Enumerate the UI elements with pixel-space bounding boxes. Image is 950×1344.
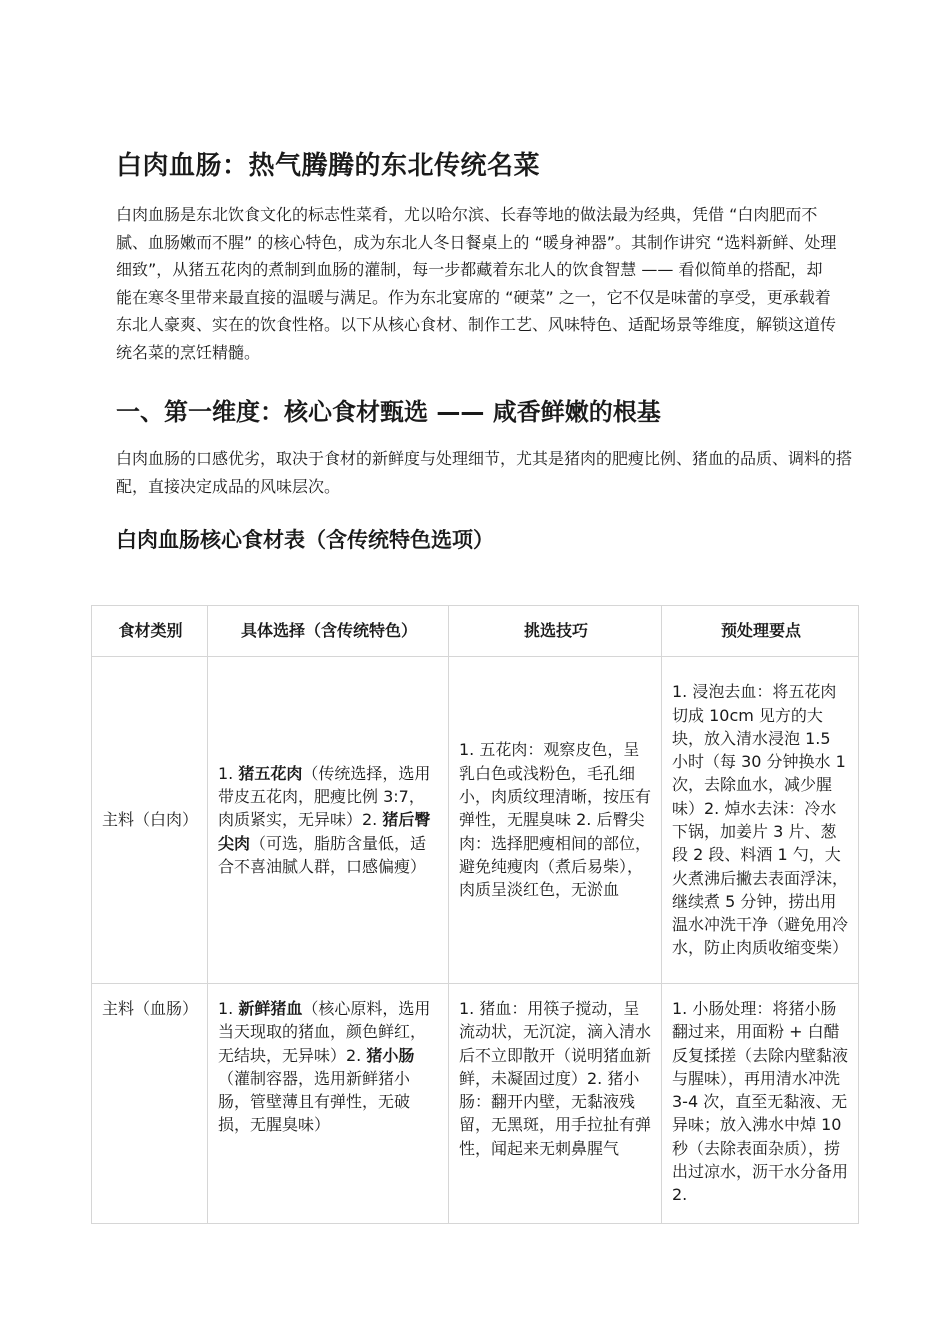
section-heading: 一、第一维度：核心食材甄选 —— 咸香鲜嫩的根基 xyxy=(116,398,661,426)
choice-highlight: 猪小肠 xyxy=(366,1045,415,1065)
choice-text: （核心原料，选用当天现取的猪血，颜色鲜红，无结块，无异味）2. xyxy=(218,999,431,1065)
choice-highlight: 猪五花肉 xyxy=(238,763,303,783)
choice-highlight: 猪后臀尖肉 xyxy=(218,810,431,853)
cell-category: 主料（血肠） xyxy=(92,984,208,1224)
cell-tips: 1. 五花肉：观察皮色，呈乳白色或浅粉色，毛孔细小，肉质纹理清晰，按压有弹性，无腥臭味 2. 后臀尖肉：选择肥瘦相间的部位，避免纯瘦肉（煮后易柴），肉质呈淡红色，无淤血 xyxy=(449,657,662,984)
choice-text: （可选，脂肪含量低，适合不喜油腻人群，口感偏瘦） xyxy=(218,833,427,876)
table-title: 白肉血肠核心食材表（含传统特色选项） xyxy=(116,528,494,552)
header-tips: 挑选技巧 xyxy=(449,606,662,657)
choice-text: 1. xyxy=(218,763,239,783)
cell-prep: 1. 小肠处理：将猪小肠翻过来，用面粉 + 白醋反复揉搓（去除内壁黏液与腥味），再用清水冲洗 3-4 次，直至无黏液、无异味；放入沸水中焯 10 秒（去除表面杂质），捞出过凉水，沥干水分备用 2. xyxy=(662,984,859,1224)
choice-text: 1. xyxy=(218,999,239,1018)
choice-text: （传统选择，选用带皮五花肉，肥瘦比例 3:7，肉质紧实，无异味）2. xyxy=(218,763,431,830)
cell-prep: 1. 浸泡去血：将五花肉切成 10cm 见方的大块，放入清水浸泡 1.5 小时（每 30 分钟换水 1 次，去除血水，减少腥味）2. 焯水去沫：冷水下锅，加姜片 3 片、葱段 2 段、料酒 1 勺，大火煮沸后撇去表面浮沫，继续煮 5 分钟，捞出用温水冲洗干净（避免用冷水，防止肉质收缩变柴） xyxy=(662,657,859,984)
cell-choice xyxy=(208,657,449,984)
page-title: 白肉血肠：热气腾腾的东北传统名菜 xyxy=(116,151,541,181)
cell-choice xyxy=(208,984,449,1224)
ingredients-table xyxy=(91,605,859,1224)
table-row xyxy=(92,984,859,1224)
table-row xyxy=(92,657,859,984)
choice-text: （灌制容器，选用新鲜猪小肠，管壁薄且有弹性，无破损，无腥臭味） xyxy=(218,1068,411,1135)
section-description: 白肉血肠的口感优劣，取决于食材的新鲜度与处理细节，尤其是猪肉的肥瘦比例、猪血的品质、调料的搭配，直接决定成品的风味层次。 xyxy=(116,449,853,496)
cell-tips: 1. 猪血：用筷子搅动，呈流动状，无沉淀，滴入清水后不立即散开（说明猪血新鲜，未凝固过度）2. 猪小肠：翻开内壁，无黏液残留，无黑斑，用手拉扯有弹性，闻起来无刺鼻腥气 xyxy=(449,984,662,1224)
table-header-row xyxy=(92,606,859,657)
header-choice: 具体选择（含传统特色） xyxy=(208,606,449,657)
cell-category: 主料（白肉） xyxy=(92,657,208,984)
choice-highlight: 新鲜猪血 xyxy=(238,999,303,1018)
intro-paragraph: 白肉血肠是东北饮食文化的标志性菜肴，尤以哈尔滨、长春等地的做法最为经典，凭借 “白肉肥而不腻、血肠嫩而不腥” 的核心特色，成为东北人冬日餐桌上的 “暖身神器”。其制作讲究 “选料新鲜、处理细致”，从猪五花肉的煮制到血肠的灌制，每一步都藏着东北人的饮食智慧 —— 看似简单的搭配，却能在寒冬里带来最直接的温暖与满足。作为东北宴席的 “硬菜” 之一，它不仅是味蕾的享受，更承载着东北人豪爽、实在的饮食性格。以下从核心食材、制作工艺、风味特色、适配场景等维度，解锁这道传统名菜的烹饪精髓。 xyxy=(116,205,837,362)
header-prep: 预处理要点 xyxy=(662,606,859,657)
header-category: 食材类别 xyxy=(92,606,208,657)
